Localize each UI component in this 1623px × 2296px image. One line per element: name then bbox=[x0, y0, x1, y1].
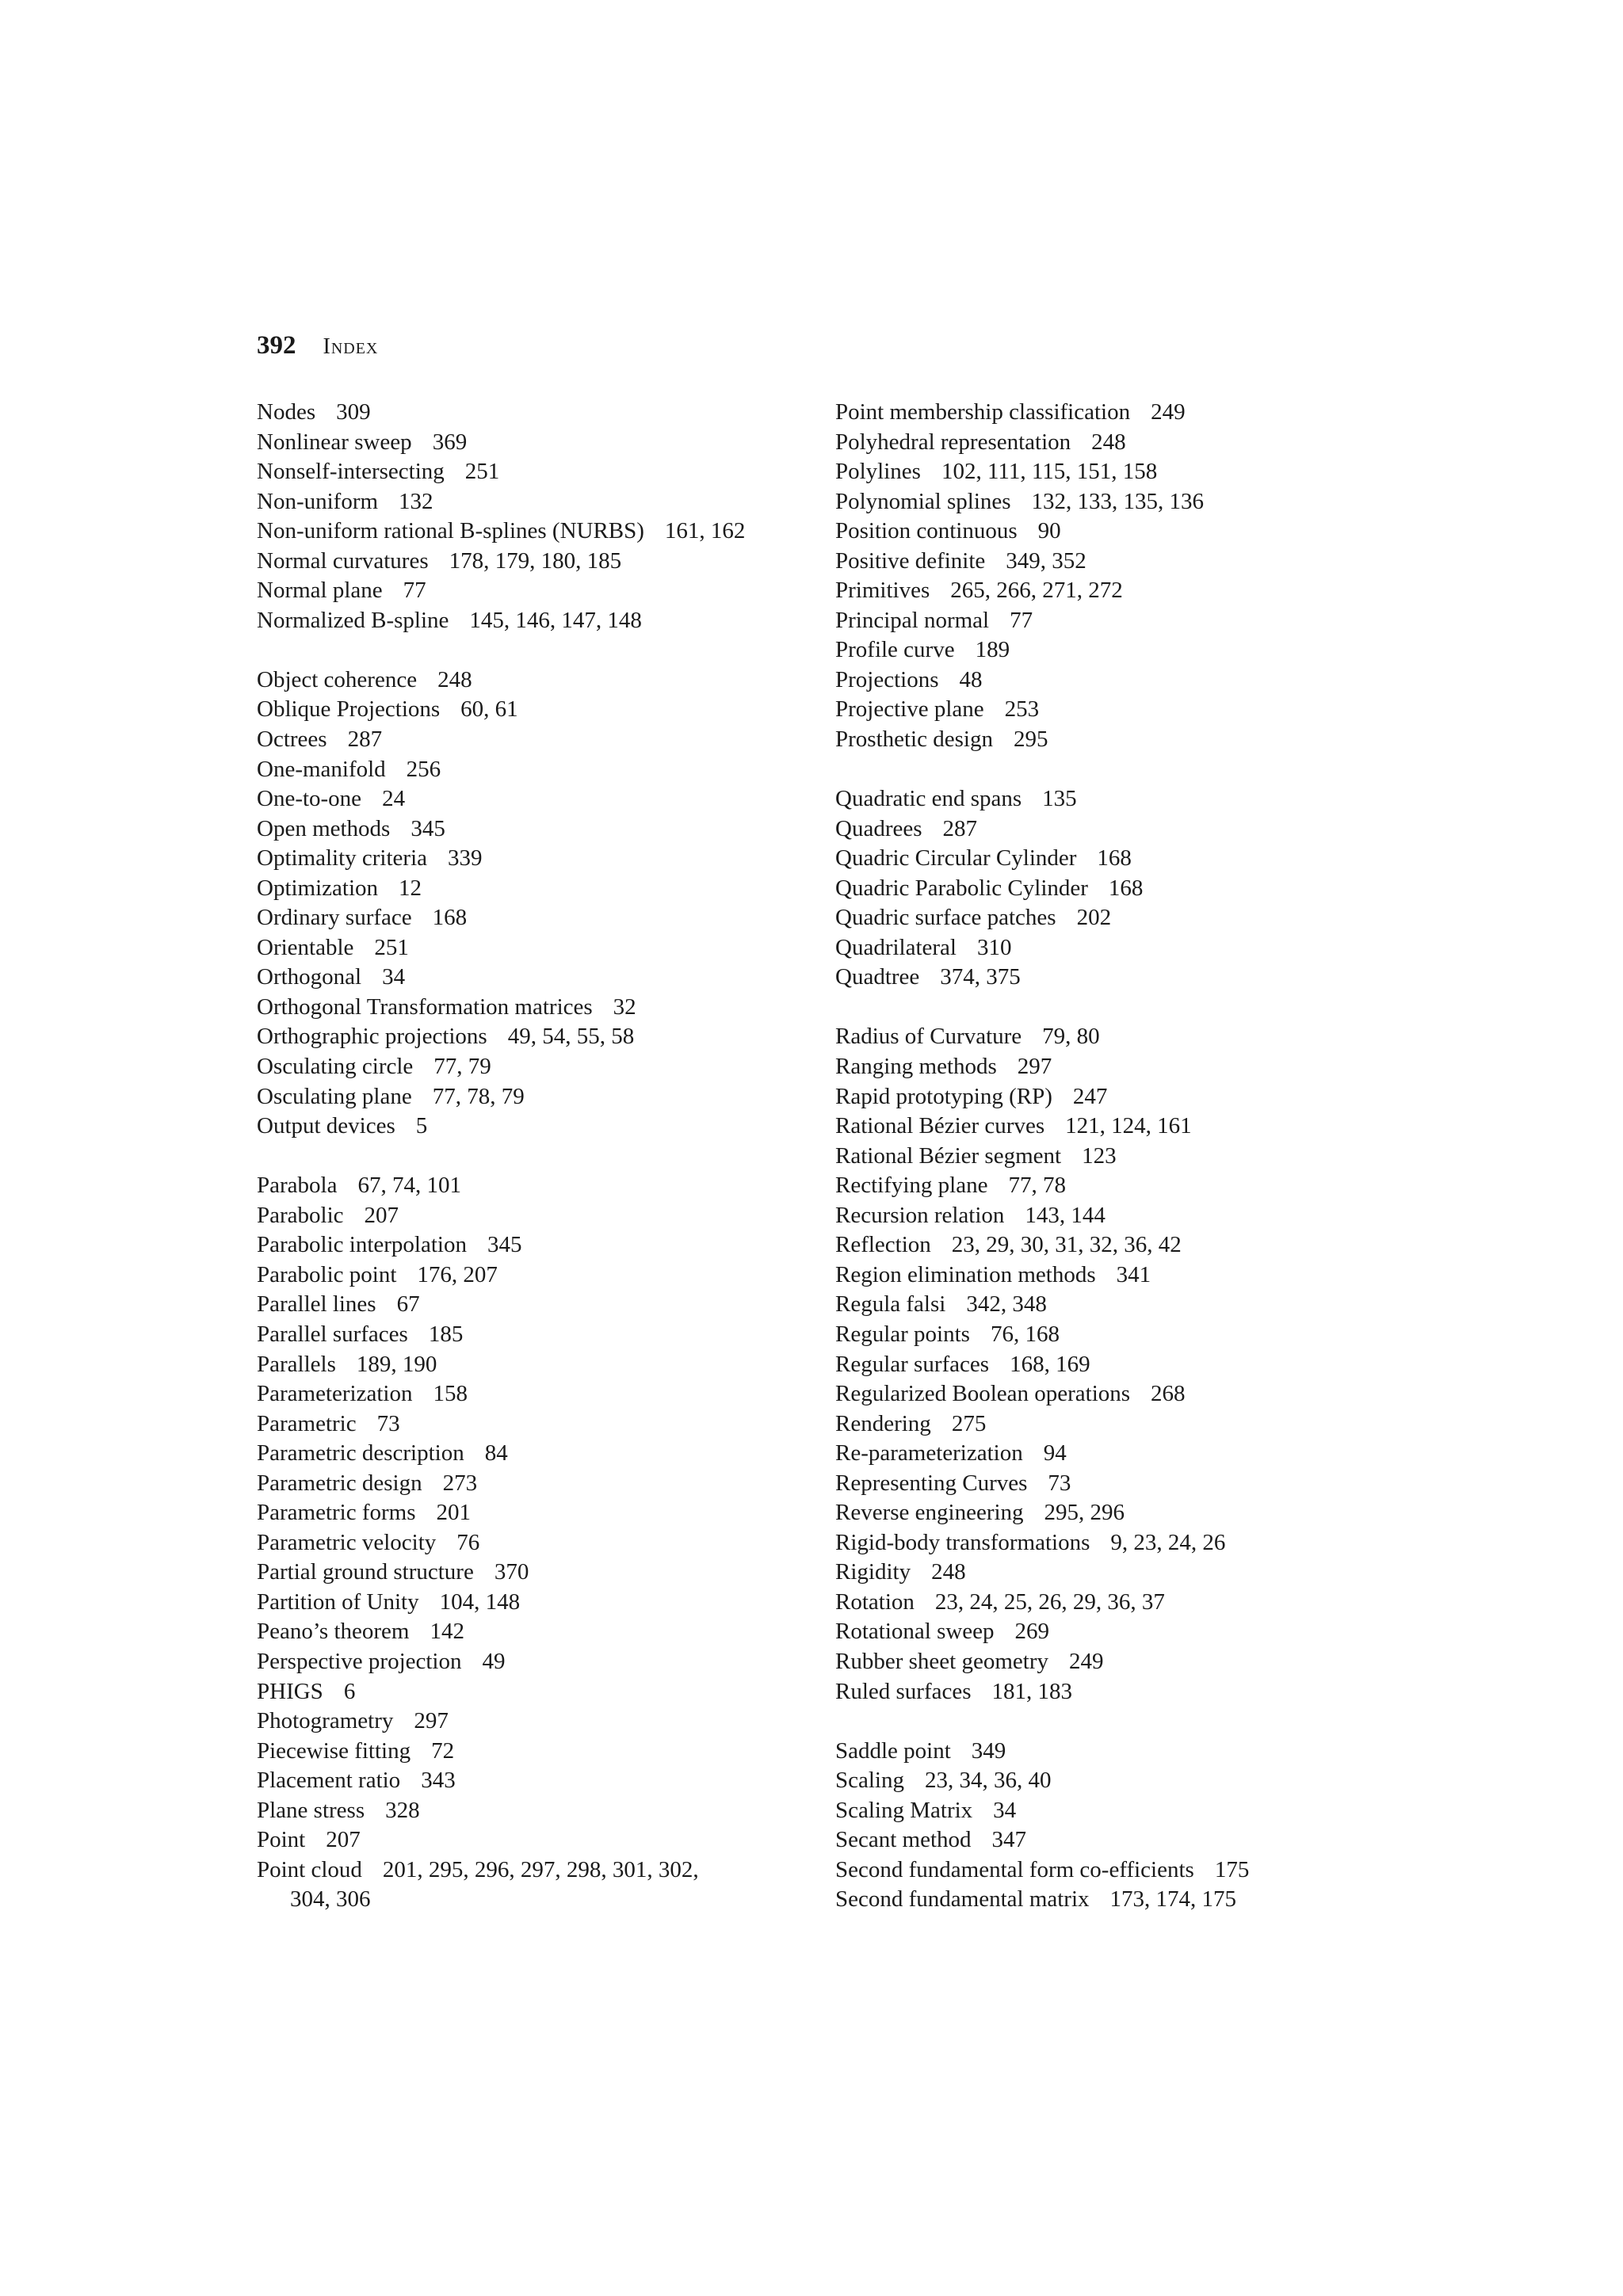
index-entry bbox=[257, 1320, 812, 1350]
index-term: Quadrilateral bbox=[835, 934, 957, 960]
index-entry bbox=[257, 874, 812, 904]
index-term: Open methods bbox=[257, 815, 391, 841]
index-term: Parabola bbox=[257, 1173, 338, 1199]
index-entry bbox=[835, 1142, 1390, 1172]
index-page-refs: 168 bbox=[432, 905, 468, 931]
index-term: Placement ratio bbox=[257, 1768, 401, 1794]
index-term: Piecewise fitting bbox=[257, 1737, 411, 1764]
index-term: Photogrametry bbox=[257, 1708, 394, 1734]
index-page-refs: 158 bbox=[433, 1381, 468, 1407]
index-entry bbox=[835, 1230, 1390, 1261]
index-term: One-manifold bbox=[257, 756, 386, 782]
index-page-refs: 168 bbox=[1097, 845, 1132, 871]
index-entry bbox=[835, 1498, 1390, 1528]
index-entry bbox=[257, 814, 812, 845]
index-term: Regular surfaces bbox=[835, 1351, 990, 1377]
index-term: Non-uniform rational B-splines (NURBS) bbox=[257, 518, 644, 544]
index-entry bbox=[257, 1201, 812, 1231]
index-entry bbox=[257, 1677, 812, 1707]
index-page-refs: 181, 183 bbox=[991, 1678, 1073, 1704]
index-term: Re-parameterization bbox=[835, 1440, 1023, 1466]
index-entry bbox=[835, 1528, 1390, 1558]
index-entry bbox=[835, 606, 1390, 636]
index-column-right bbox=[835, 398, 1390, 1915]
index-entry bbox=[257, 1022, 812, 1052]
index-term: Prosthetic design bbox=[835, 727, 993, 753]
index-term: Quadric surface patches bbox=[835, 905, 1056, 931]
index-entry bbox=[257, 844, 812, 874]
page-number: 392 bbox=[257, 331, 296, 360]
index-term: Normal curvatures bbox=[257, 547, 429, 574]
index-page-refs: 32 bbox=[613, 994, 636, 1020]
index-term: Second fundamental matrix bbox=[835, 1886, 1090, 1913]
index-term: Reverse engineering bbox=[835, 1500, 1024, 1526]
index-entry bbox=[257, 1558, 812, 1588]
index-term: Peano’s theorem bbox=[257, 1619, 410, 1645]
index-entry bbox=[835, 725, 1390, 755]
index-term: Regularized Boolean operations bbox=[835, 1381, 1131, 1407]
index-page-refs: 345 bbox=[411, 815, 445, 841]
index-page-refs: 77, 78 bbox=[1008, 1173, 1066, 1199]
index-page-refs: 310 bbox=[976, 934, 1012, 960]
index-term: Scaling bbox=[835, 1768, 904, 1794]
index-page-refs: 339 bbox=[448, 845, 483, 871]
index-entry bbox=[835, 1766, 1390, 1796]
index-page-refs: 23, 34, 36, 40 bbox=[925, 1768, 1052, 1794]
index-entry bbox=[835, 1469, 1390, 1499]
index-entry bbox=[835, 1647, 1390, 1677]
index-page-refs: 5 bbox=[415, 1113, 428, 1139]
index-page-refs: 173, 174, 175 bbox=[1109, 1886, 1237, 1913]
index-page-refs: 207 bbox=[326, 1827, 361, 1853]
index-entry bbox=[257, 457, 812, 487]
index-entry bbox=[835, 1201, 1390, 1231]
index-entry bbox=[257, 1766, 812, 1796]
index-term: Profile curve bbox=[835, 637, 955, 663]
index-page-refs: 248 bbox=[1091, 429, 1126, 455]
index-term: Recursion relation bbox=[835, 1202, 1005, 1228]
index-entry bbox=[257, 1350, 812, 1380]
index-page-refs: 168 bbox=[1108, 875, 1144, 901]
index-entry bbox=[835, 666, 1390, 696]
index-page-refs: 249 bbox=[1068, 1648, 1104, 1674]
index-page-refs: 275 bbox=[951, 1410, 987, 1436]
index-term: Partial ground structure bbox=[257, 1559, 474, 1585]
index-entry bbox=[257, 695, 812, 725]
index-page-refs: 349, 352 bbox=[1006, 547, 1086, 574]
index-term: Parabolic bbox=[257, 1202, 344, 1228]
index-page-refs: 84 bbox=[484, 1440, 508, 1466]
index-term: Quadratic end spans bbox=[835, 786, 1022, 812]
index-entry bbox=[257, 903, 812, 933]
index-term: Osculating plane bbox=[257, 1083, 412, 1109]
index-term: Oblique Projections bbox=[257, 696, 441, 723]
index-entry bbox=[257, 666, 812, 696]
running-head bbox=[257, 331, 378, 369]
index-page-refs: 374, 375 bbox=[940, 964, 1021, 990]
index-entry bbox=[835, 1320, 1390, 1350]
section-gap bbox=[835, 1707, 1390, 1737]
index-page-refs: 34 bbox=[382, 964, 406, 990]
index-page-refs: 79, 80 bbox=[1042, 1024, 1100, 1050]
index-page-refs: 256 bbox=[406, 756, 441, 782]
index-term: Orthogonal bbox=[257, 964, 362, 990]
index-entry bbox=[257, 1825, 812, 1855]
index-term: PHIGS bbox=[257, 1678, 323, 1704]
section-gap bbox=[835, 755, 1390, 785]
index-term: Quadrees bbox=[835, 815, 922, 841]
index-page-refs: 49, 54, 55, 58 bbox=[507, 1024, 635, 1050]
index-entry bbox=[835, 517, 1390, 547]
index-page-refs: 273 bbox=[442, 1470, 478, 1496]
index-entry bbox=[835, 1617, 1390, 1647]
index-entry bbox=[835, 457, 1390, 487]
index-term: Rigidity bbox=[835, 1559, 911, 1585]
index-page-refs: 343 bbox=[421, 1768, 456, 1794]
index-term: Parabolic point bbox=[257, 1261, 397, 1287]
index-entry bbox=[257, 398, 812, 428]
index-entry bbox=[257, 1439, 812, 1469]
index-entry bbox=[257, 547, 812, 577]
index-page-refs: 269 bbox=[1014, 1619, 1050, 1645]
index-term: Principal normal bbox=[835, 607, 990, 633]
index-entry bbox=[257, 1528, 812, 1558]
index-page-refs: 349 bbox=[971, 1737, 1006, 1764]
index-entry bbox=[257, 1230, 812, 1261]
index-term: Rational Bézier curves bbox=[835, 1113, 1045, 1139]
index-term: Optimality criteria bbox=[257, 845, 428, 871]
index-term: Parallel surfaces bbox=[257, 1321, 408, 1347]
index-entry bbox=[835, 635, 1390, 666]
index-column-left bbox=[257, 398, 812, 1915]
index-term: Radius of Curvature bbox=[835, 1024, 1022, 1050]
index-page-refs: 49 bbox=[482, 1648, 506, 1674]
index-page-refs: 77, 79 bbox=[433, 1054, 491, 1080]
index-page-refs: 76, 168 bbox=[990, 1321, 1060, 1347]
index-entry bbox=[835, 1855, 1390, 1886]
index-entry bbox=[835, 784, 1390, 814]
index-term: Parametric description bbox=[257, 1440, 464, 1466]
index-term: Osculating circle bbox=[257, 1054, 414, 1080]
index-entry bbox=[257, 606, 812, 636]
index-entry bbox=[835, 1558, 1390, 1588]
index-page-refs: 77 bbox=[403, 578, 426, 604]
index-page-refs: 12 bbox=[399, 875, 422, 901]
index-term: Parabolic interpolation bbox=[257, 1232, 467, 1258]
index-entry bbox=[835, 1290, 1390, 1320]
index-term: Polyhedral representation bbox=[835, 429, 1071, 455]
index-term: Normalized B-spline bbox=[257, 607, 449, 633]
index-entry bbox=[835, 933, 1390, 963]
index-page-refs: 297 bbox=[414, 1708, 449, 1734]
index-entry bbox=[257, 933, 812, 963]
index-entry bbox=[257, 755, 812, 785]
index-term: Polylines bbox=[835, 459, 921, 485]
index-term: Perspective projection bbox=[257, 1648, 462, 1674]
section-gap bbox=[835, 993, 1390, 1023]
index-term: Point cloud bbox=[257, 1856, 362, 1882]
index-page-refs: 24 bbox=[382, 786, 406, 812]
index-page-refs: 175 bbox=[1214, 1856, 1250, 1882]
index-term: Ordinary surface bbox=[257, 905, 412, 931]
index-page-refs: 341 bbox=[1116, 1261, 1151, 1287]
index-entry bbox=[257, 576, 812, 606]
index-term: Nonself-intersecting bbox=[257, 459, 445, 485]
index-term: Rigid-body transformations bbox=[835, 1529, 1090, 1555]
index-page-refs: 76 bbox=[456, 1529, 480, 1555]
index-term: Parallels bbox=[257, 1351, 336, 1377]
index-term: Quadric Parabolic Cylinder bbox=[835, 875, 1088, 901]
index-page-refs: 23, 24, 25, 26, 29, 36, 37 bbox=[934, 1589, 1165, 1615]
index-page-refs: 123 bbox=[1082, 1142, 1117, 1169]
index-entry bbox=[257, 1588, 812, 1618]
index-term: Rotational sweep bbox=[835, 1619, 995, 1645]
index-entry bbox=[835, 1052, 1390, 1082]
index-term: Region elimination methods bbox=[835, 1261, 1096, 1287]
index-entry bbox=[835, 1825, 1390, 1855]
index-entry bbox=[835, 695, 1390, 725]
index-entry bbox=[257, 1498, 812, 1528]
index-entry bbox=[835, 576, 1390, 606]
index-term: Rubber sheet geometry bbox=[835, 1648, 1048, 1674]
index-page-refs: 202 bbox=[1076, 905, 1112, 931]
index-page-refs: 60, 61 bbox=[460, 696, 518, 723]
index-term: Regular points bbox=[835, 1321, 970, 1347]
index-term: Non-uniform bbox=[257, 488, 379, 514]
index-entry bbox=[257, 1617, 812, 1647]
index-page-refs: 6 bbox=[343, 1678, 356, 1704]
index-page-refs: 347 bbox=[991, 1827, 1027, 1853]
index-term: Nodes bbox=[257, 399, 316, 425]
index-page-refs: 189, 190 bbox=[356, 1351, 437, 1377]
index-entry bbox=[835, 1261, 1390, 1291]
index-entry bbox=[835, 903, 1390, 933]
index-page-refs: 135 bbox=[1042, 786, 1077, 812]
index-term: Quadtree bbox=[835, 964, 920, 990]
index-term: Point membership classification bbox=[835, 399, 1131, 425]
index-entry bbox=[835, 428, 1390, 458]
index-term: Orthogonal Transformation matrices bbox=[257, 994, 593, 1020]
index-page-refs: 370 bbox=[494, 1559, 529, 1585]
index-entry bbox=[835, 1379, 1390, 1409]
index-entry bbox=[257, 725, 812, 755]
index-page-refs: 309 bbox=[336, 399, 371, 425]
index-page-refs: 142 bbox=[430, 1619, 464, 1645]
index-entry bbox=[257, 1082, 812, 1112]
index-term: Quadric Circular Cylinder bbox=[835, 845, 1077, 871]
index-page-refs: 48 bbox=[959, 666, 983, 692]
index-entry bbox=[257, 1737, 812, 1767]
index-page-refs: 247 bbox=[1072, 1083, 1108, 1109]
index-term: Ranging methods bbox=[835, 1054, 997, 1080]
index-entry bbox=[257, 993, 812, 1023]
index-page-refs: 176, 207 bbox=[417, 1261, 498, 1287]
index-page-refs: 253 bbox=[1004, 696, 1040, 723]
index-page-refs: 168, 169 bbox=[1010, 1351, 1090, 1377]
index-entry bbox=[835, 814, 1390, 845]
index-entry bbox=[257, 1796, 812, 1826]
index-term: Rectifying plane bbox=[835, 1173, 988, 1199]
index-entry bbox=[835, 874, 1390, 904]
index-entry bbox=[257, 1469, 812, 1499]
section-gap bbox=[257, 635, 812, 666]
index-page-refs: 297 bbox=[1017, 1054, 1052, 1080]
index-entry bbox=[257, 1290, 812, 1320]
index-page-refs: 295 bbox=[1013, 727, 1048, 753]
index-page-refs: 249 bbox=[1151, 399, 1186, 425]
index-entry bbox=[257, 784, 812, 814]
index-term: Octrees bbox=[257, 727, 327, 753]
index-page-refs: 145, 146, 147, 148 bbox=[469, 607, 642, 633]
index-term: Parametric forms bbox=[257, 1500, 416, 1526]
index-entry bbox=[835, 1796, 1390, 1826]
index-entry bbox=[835, 1588, 1390, 1618]
index-entry bbox=[835, 487, 1390, 517]
index-term: Projections bbox=[835, 666, 939, 692]
index-page-refs: 132, 133, 135, 136 bbox=[1031, 488, 1205, 514]
index-page-refs: 77 bbox=[1010, 607, 1033, 633]
index-page-refs: 201 bbox=[436, 1500, 472, 1526]
index-entry bbox=[257, 517, 812, 547]
index-page-refs: 73 bbox=[1048, 1470, 1071, 1496]
index-term: Orientable bbox=[257, 934, 354, 960]
index-entry bbox=[835, 1885, 1390, 1915]
index-term: Position continuous bbox=[835, 518, 1018, 544]
index-term: Partition of Unity bbox=[257, 1589, 419, 1615]
section-gap bbox=[257, 1142, 812, 1172]
index-page-refs: 102, 111, 115, 151, 158 bbox=[941, 459, 1158, 485]
index-entry bbox=[257, 1261, 812, 1291]
index-term: Positive definite bbox=[835, 547, 986, 574]
index-term: Orthographic projections bbox=[257, 1024, 487, 1050]
index-entry bbox=[835, 1112, 1390, 1142]
index-entry bbox=[835, 1171, 1390, 1201]
index-page-refs: 104, 148 bbox=[439, 1589, 521, 1615]
index-entry bbox=[257, 1052, 812, 1082]
index-term: Optimization bbox=[257, 875, 379, 901]
index-page-refs: 369 bbox=[432, 429, 468, 455]
index-entry bbox=[835, 1677, 1390, 1707]
index-page-refs: 121, 124, 161 bbox=[1065, 1113, 1192, 1139]
index-term: Parametric velocity bbox=[257, 1529, 437, 1555]
index-term: Polynomial splines bbox=[835, 488, 1011, 514]
index-term: Saddle point bbox=[835, 1737, 951, 1764]
index-page-refs: 248 bbox=[437, 666, 472, 692]
index-page-refs: 132 bbox=[399, 488, 433, 514]
index-page-refs: 345 bbox=[487, 1232, 522, 1258]
index-page-refs: 189 bbox=[975, 637, 1010, 663]
index-entry bbox=[835, 398, 1390, 428]
index-entry bbox=[835, 963, 1390, 993]
index-entry bbox=[257, 1855, 812, 1915]
index-term: Parameterization bbox=[257, 1381, 413, 1407]
index-term: Rational Bézier segment bbox=[835, 1142, 1062, 1169]
index-page-refs: 185 bbox=[428, 1321, 464, 1347]
index-entry bbox=[257, 963, 812, 993]
index-page-refs: 207 bbox=[364, 1202, 399, 1228]
index-term: Projective plane bbox=[835, 696, 984, 723]
index-term: Reflection bbox=[835, 1232, 931, 1258]
index-term: Representing Curves bbox=[835, 1470, 1028, 1496]
index-term: Point bbox=[257, 1827, 306, 1853]
index-term: Secant method bbox=[835, 1827, 972, 1853]
index-page-refs: 178, 179, 180, 185 bbox=[449, 547, 622, 574]
index-entry bbox=[257, 1379, 812, 1409]
index-page-refs: 67, 74, 101 bbox=[357, 1173, 461, 1199]
index-page-refs: 143, 144 bbox=[1025, 1202, 1106, 1228]
index-term: Ruled surfaces bbox=[835, 1678, 972, 1704]
index-term: Output devices bbox=[257, 1113, 395, 1139]
index-term: Parametric design bbox=[257, 1470, 422, 1496]
index-term: Primitives bbox=[835, 578, 930, 604]
index-term: Rotation bbox=[835, 1589, 915, 1615]
index-term: Rendering bbox=[835, 1410, 931, 1436]
index-entry bbox=[835, 1737, 1390, 1767]
index-page-refs: 77, 78, 79 bbox=[432, 1083, 525, 1109]
index-term: Nonlinear sweep bbox=[257, 429, 412, 455]
index-page-refs: 67 bbox=[396, 1291, 420, 1318]
index-entry bbox=[835, 1350, 1390, 1380]
index-page-refs: 248 bbox=[931, 1559, 966, 1585]
index-term: Object coherence bbox=[257, 666, 418, 692]
index-term: Second fundamental form co-efficients bbox=[835, 1856, 1194, 1882]
index-term: Rapid prototyping (RP) bbox=[835, 1083, 1052, 1109]
index-entry bbox=[257, 1647, 812, 1677]
index-term: Plane stress bbox=[257, 1797, 365, 1823]
running-title: Index bbox=[323, 334, 379, 359]
index-page-refs: 265, 266, 271, 272 bbox=[950, 578, 1123, 604]
index-page-refs: 251 bbox=[374, 934, 409, 960]
index-entry bbox=[257, 1171, 812, 1201]
index-page-refs: 342, 348 bbox=[966, 1291, 1047, 1318]
index-term: Regula falsi bbox=[835, 1291, 946, 1318]
index-page-refs: 9, 23, 24, 26 bbox=[1110, 1529, 1226, 1555]
index-term: Parallel lines bbox=[257, 1291, 376, 1318]
index-entry bbox=[257, 428, 812, 458]
index-entry bbox=[835, 1022, 1390, 1052]
index-entry bbox=[835, 1082, 1390, 1112]
index-page-refs: 73 bbox=[376, 1410, 400, 1436]
index-page-refs: 23, 29, 30, 31, 32, 36, 42 bbox=[951, 1232, 1182, 1258]
index-page-refs: 90 bbox=[1037, 518, 1061, 544]
index-page-refs: 287 bbox=[942, 815, 978, 841]
index-page-refs: 328 bbox=[385, 1797, 420, 1823]
index-entry bbox=[257, 1112, 812, 1142]
index-entry bbox=[835, 844, 1390, 874]
index-page-refs: 251 bbox=[464, 459, 500, 485]
index-page-refs: 94 bbox=[1043, 1440, 1067, 1466]
index-entry bbox=[257, 1409, 812, 1440]
index-term: Scaling Matrix bbox=[835, 1797, 973, 1823]
index-page-refs: 34 bbox=[993, 1797, 1017, 1823]
index-entry bbox=[257, 1707, 812, 1737]
index-entry bbox=[257, 487, 812, 517]
index-term: One-to-one bbox=[257, 786, 362, 812]
index-page-refs-continued: 304, 306 bbox=[290, 1886, 371, 1913]
index-entry bbox=[835, 547, 1390, 577]
index-page-refs: 161, 162 bbox=[664, 518, 746, 544]
index-page-refs: 201, 295, 296, 297, 298, 301, 302, bbox=[382, 1856, 699, 1882]
index-term: Normal plane bbox=[257, 578, 383, 604]
index-page-refs: 268 bbox=[1151, 1381, 1186, 1407]
index-page-refs: 287 bbox=[347, 727, 383, 753]
index-entry bbox=[835, 1409, 1390, 1440]
index-page-refs: 295, 296 bbox=[1044, 1500, 1125, 1526]
index-entry bbox=[835, 1439, 1390, 1469]
index-term: Parametric bbox=[257, 1410, 357, 1436]
index-page-refs: 72 bbox=[431, 1737, 455, 1764]
